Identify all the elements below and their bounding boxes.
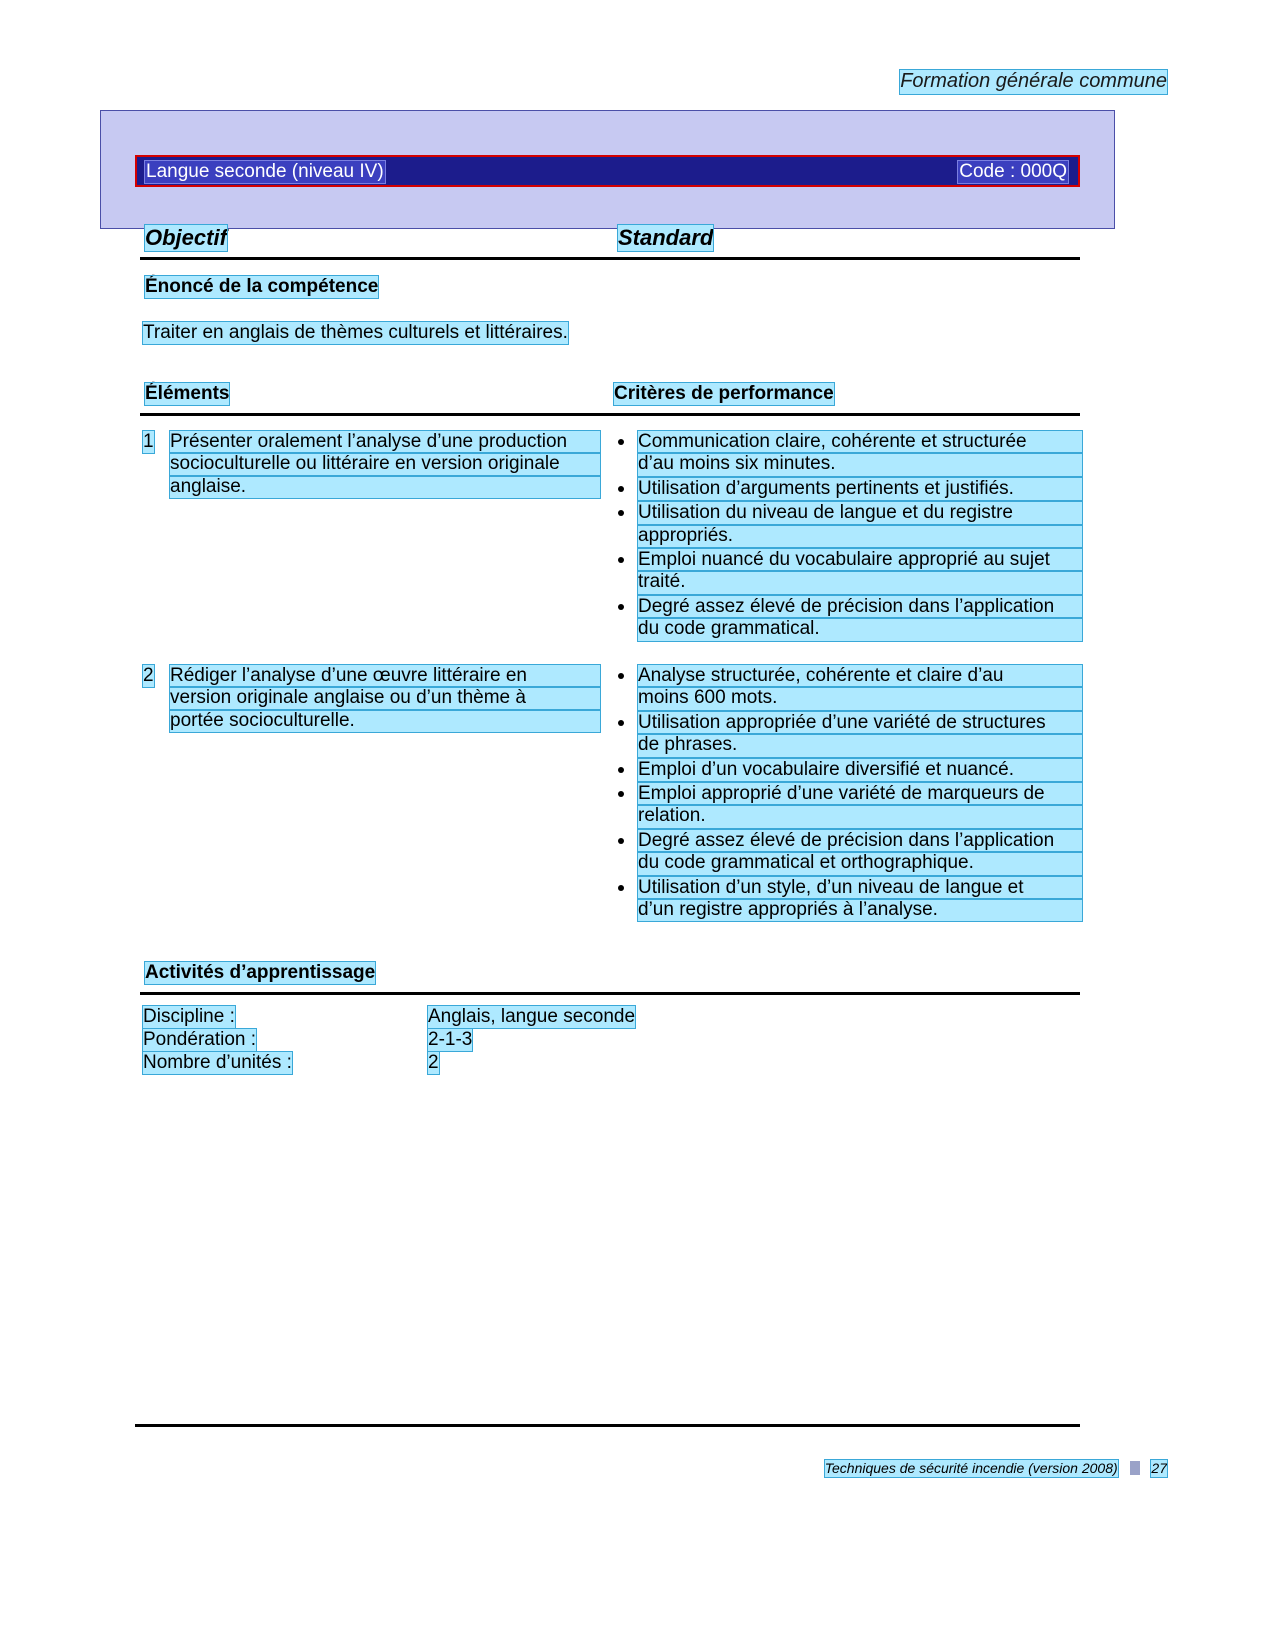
divider-activites — [140, 992, 1080, 995]
course-code: Code : 000Q — [959, 161, 1067, 182]
footer-divider — [135, 1424, 1080, 1427]
row-label: Discipline : — [143, 1006, 235, 1027]
footer-text: Techniques de sécurité incendie (version 2008) — [824, 1460, 1118, 1476]
bullet-icon — [618, 720, 624, 726]
criterion-item: Utilisation du niveau de langue et du registre appropriés. — [612, 502, 1082, 547]
running-header — [900, 70, 1167, 94]
running-header-text: Formation générale commune — [900, 70, 1167, 92]
criterion-item: Utilisation appropriée d’une variété de structures de phrases. — [612, 712, 1082, 757]
element-1-number: 1 — [143, 431, 154, 452]
row-label: Pondération : — [143, 1029, 257, 1050]
row-value: 2-1-3 — [428, 1029, 473, 1050]
table-row — [143, 1052, 635, 1075]
bullet-icon — [618, 486, 624, 492]
activites-heading: Activités d’apprentissage — [145, 962, 376, 983]
criterion-item: Emploi approprié d’une variété de marqueurs de relation. — [612, 783, 1082, 828]
row-value: Anglais, langue seconde — [428, 1006, 636, 1027]
bullet-icon — [618, 791, 624, 797]
bullet-icon — [618, 673, 624, 679]
objectif-standard-row — [140, 225, 1080, 259]
bullet-icon — [618, 838, 624, 844]
element-2-number: 2 — [143, 665, 154, 686]
table-row — [143, 1006, 635, 1029]
footer — [825, 1460, 1167, 1477]
competence-heading: Énoncé de la compétence — [145, 276, 379, 297]
table-row — [143, 1029, 635, 1052]
element-2-criteria-list — [612, 665, 1082, 923]
element-2-text: Rédiger l’analyse d’une œuvre littéraire en version originale anglaise ou d’un thème à portée socioculturelle. — [170, 665, 600, 732]
bullet-icon — [618, 439, 624, 445]
row-label: Nombre d’unités : — [143, 1052, 292, 1073]
bullet-icon — [618, 510, 624, 516]
element-1-text: Présenter oralement l’analyse d’une production socioculturelle ou littéraire en version originale anglaise. — [170, 431, 600, 498]
criterion-item: Emploi nuancé du vocabulaire approprié au sujet traité. — [612, 549, 1082, 594]
criterion-item: Degré assez élevé de précision dans l’application du code grammatical et orthographique. — [612, 830, 1082, 875]
elements-column-heading: Éléments — [145, 383, 230, 404]
bullet-icon — [618, 557, 624, 563]
criterion-item: Utilisation d’arguments pertinents et justifiés. — [612, 478, 1082, 500]
element-1-criteria-list — [612, 431, 1082, 643]
competence-text: Traiter en anglais de thèmes culturels et littéraires. — [143, 322, 568, 343]
criterion-item: Communication claire, cohérente et structurée d’au moins six minutes. — [612, 431, 1082, 476]
row-value: 2 — [428, 1052, 439, 1073]
criterion-item: Emploi d’un vocabulaire diversifié et nuancé. — [612, 759, 1082, 781]
course-banner-inner — [135, 155, 1080, 187]
divider-objectif-standard — [140, 257, 1080, 260]
objectif-heading: Objectif — [145, 225, 227, 250]
bullet-icon — [618, 604, 624, 610]
bullet-icon — [618, 767, 624, 773]
criteres-column-heading: Critères de performance — [614, 383, 834, 404]
criterion-item: Utilisation d’un style, d’un niveau de langue et d’un registre appropriés à l’analyse. — [612, 877, 1082, 922]
footer-page-number: 27 — [1151, 1460, 1167, 1476]
criterion-item: Analyse structurée, cohérente et claire d’au moins 600 mots. — [612, 665, 1082, 710]
criterion-item: Degré assez élevé de précision dans l’application du code grammatical. — [612, 596, 1082, 641]
standard-heading: Standard — [618, 225, 714, 250]
activites-table — [143, 1006, 635, 1075]
course-title: Langue seconde (niveau IV) — [146, 161, 384, 182]
footer-separator — [1130, 1461, 1140, 1475]
divider-table-headers — [140, 413, 1080, 416]
bullet-icon — [618, 885, 624, 891]
